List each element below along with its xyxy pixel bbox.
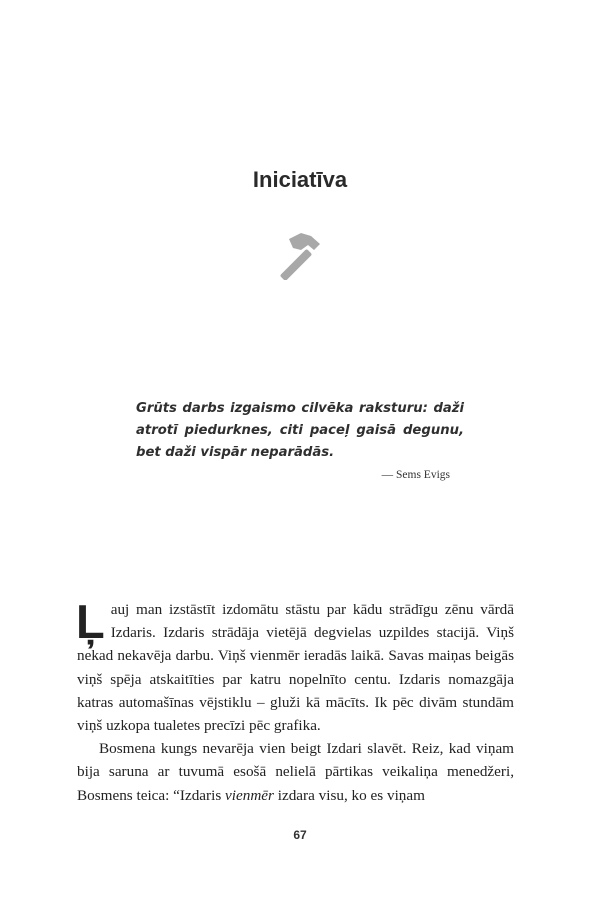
emphasis-word: vienmēr [225,786,274,804]
epigraph-quote: Grūts darbs izgaismo cilvēka raksturu: daži atrotī piedurknes, citi paceļ gaisā degunu, bet daži vispār neparādās. [136,401,464,460]
paragraph-1-text: auj man izstāstīt izdomātu stāstu par kādu strādīgu zēnu vārdā Izdaris. Izdaris strādāja vietējā degvielas uzpildes stacijā. Viņš nekad nekavēja darbu. Viņš vienmēr ieradās laikā. Savas maiņas beigās viņš spēja atskaitīties par katru nopelnīto centu. Izdaris nomazgāja katras automašīnas vējstiklu – gluži kā mācīts. Ik pēc divām stundām viņš uzkopa tualetes precīzi pēc grafika. [77,601,514,735]
chapter-title: Iniciatīva [252,167,348,192]
drop-cap: Ļ [76,595,105,648]
epigraph-attribution: — Sems Evigs [381,469,450,481]
page-number: 67 [293,828,307,842]
hammer-icon [267,230,323,280]
paragraph-2-text-start: Bosmena kungs nevarēja vien beigt Izdari slavēt. Reiz, kad viņam bija saruna ar tuvumā esošā nelielā pārtikas veikaliņa menedžeri, Bosmens teica: “Izdaris [77,740,514,804]
body-paragraph-2 [77,737,514,807]
chapter-body [76,595,514,807]
body-paragraph-1 [76,595,514,737]
paragraph-2-text-end: izdara visu, ko es viņam [273,786,425,804]
